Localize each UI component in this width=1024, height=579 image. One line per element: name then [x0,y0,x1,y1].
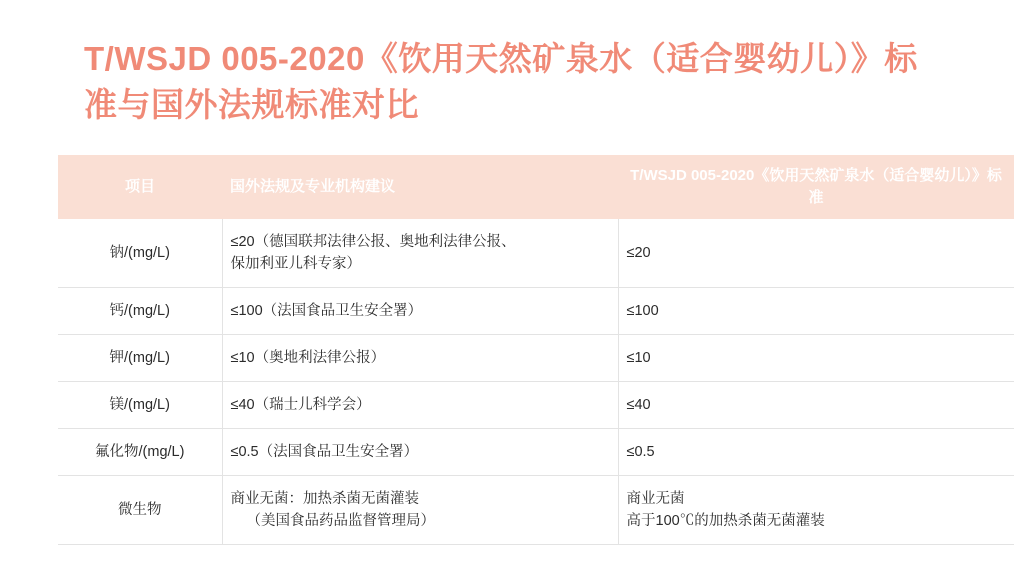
table-row [58,476,1014,545]
cell-foreign-line2: （美国食品药品监督管理局） [246,513,435,529]
table-row [58,382,1014,429]
table-row [58,219,1014,288]
cell-standard-line1: ≤40 [626,397,651,413]
cell-foreign-line1: 商业无菌：加热杀菌无菌灌装 [230,491,419,507]
table-header-row [58,155,1014,219]
cell-standard-line1: ≤100 [626,303,659,319]
cell-foreign [222,335,618,382]
cell-standard-line1: 商业无菌 [626,491,685,507]
cell-foreign-line1: ≤40（瑞士儿科学会） [230,397,371,413]
cell-standard-line2: 高于100℃的加热杀菌无菌灌装 [626,513,825,529]
cell-standard [618,219,1014,288]
cell-foreign-line1: ≤100（法国食品卫生安全署） [230,303,423,319]
cell-standard [618,288,1014,335]
cell-item: 钙/(mg/L) [58,288,222,335]
cell-item: 钾/(mg/L) [58,335,222,382]
column-header-item: 项目 [58,155,222,219]
cell-standard [618,476,1014,545]
cell-foreign [222,382,618,429]
table-body [58,219,1014,545]
cell-foreign [222,288,618,335]
cell-foreign [222,429,618,476]
cell-standard-line1: ≤10 [626,350,651,366]
table-header [58,155,1014,219]
cell-standard-line1: ≤0.5 [626,444,655,460]
table-row [58,429,1014,476]
cell-standard [618,335,1014,382]
cell-foreign-line1: ≤0.5（法国食品卫生安全署） [230,444,419,460]
cell-foreign [222,219,618,288]
cell-standard [618,429,1014,476]
comparison-table-container [58,155,1002,545]
cell-item: 氟化物/(mg/L) [58,429,222,476]
cell-foreign-line1: ≤20（德国联邦法律公报、奥地利法律公报、 [230,234,516,250]
table-row [58,335,1014,382]
column-header-foreign-regulations: 国外法规及专业机构建议 [222,155,618,219]
cell-item: 微生物 [58,476,222,545]
cell-foreign-line1: ≤10（奥地利法律公报） [230,350,386,366]
cell-item: 镁/(mg/L) [58,382,222,429]
cell-item: 钠/(mg/L) [58,219,222,288]
cell-standard [618,382,1014,429]
cell-standard-line1: ≤20 [626,245,651,261]
cell-foreign [222,476,618,545]
comparison-table [58,155,1014,545]
cell-foreign-line2: 保加利亚儿科专家） [230,256,361,272]
column-header-standard: T/WSJD 005-2020《饮用天然矿泉水（适合婴幼儿）》标准 [618,155,1014,219]
page-title: T/WSJD 005-2020《饮用天然矿泉水（适合婴幼儿）》标准与国外法规标准对比 [84,40,918,123]
table-row [58,288,1014,335]
